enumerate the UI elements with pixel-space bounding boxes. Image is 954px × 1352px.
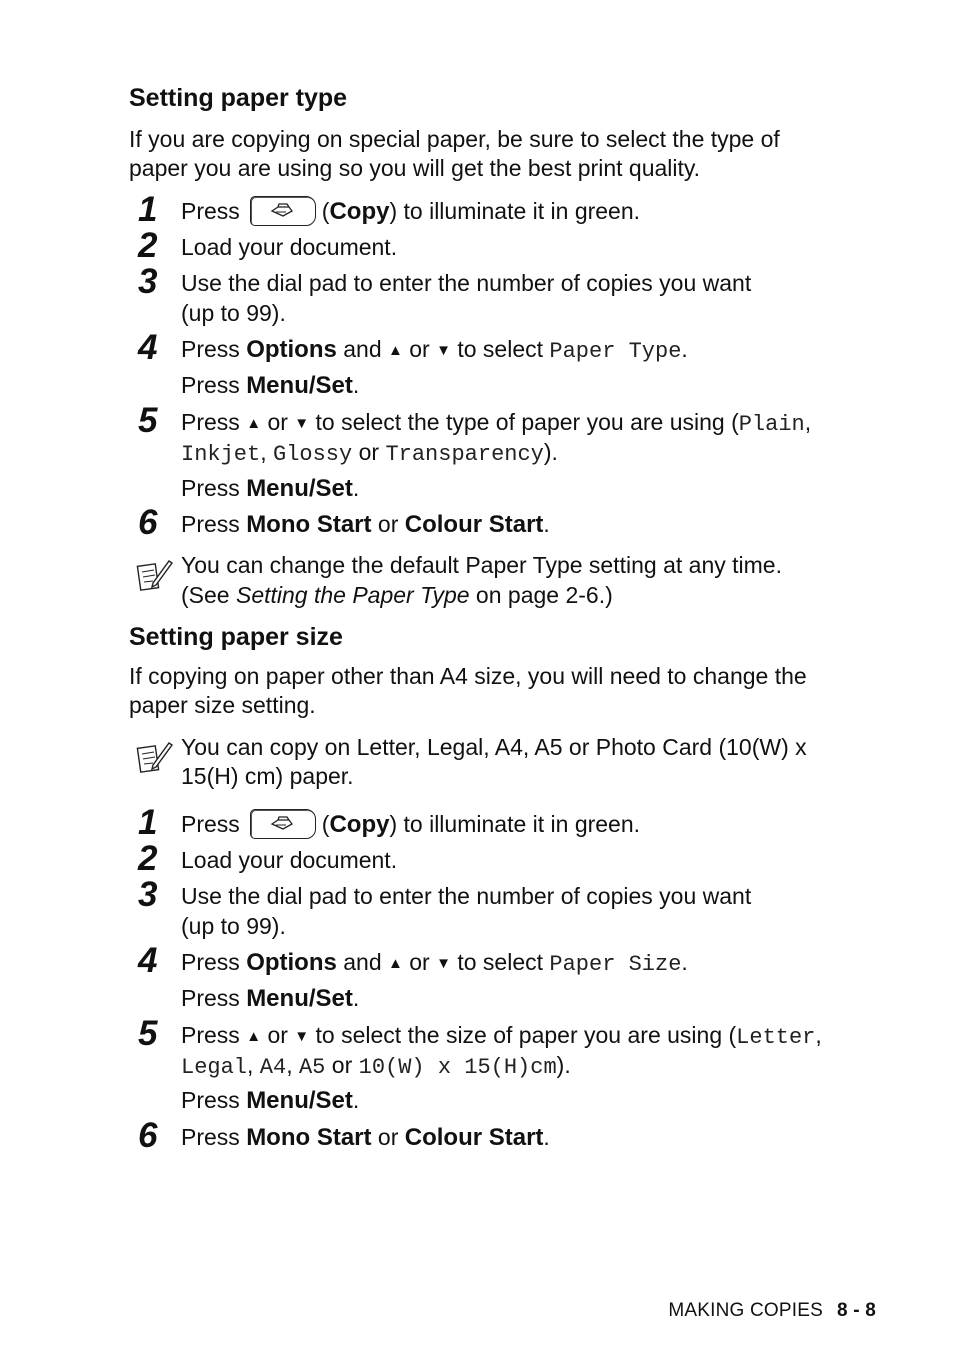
step-text: Press Menu/Set. xyxy=(181,985,360,1012)
step-text: Use the dial pad to enter the number of copies you want xyxy=(181,883,752,909)
step-text: Press (Copy) to illuminate it in green. xyxy=(181,810,640,841)
step-number: 6 xyxy=(138,503,158,542)
intro-line: paper size setting. xyxy=(129,692,316,718)
step-number: 3 xyxy=(138,262,158,301)
step-text: (up to 99). xyxy=(181,300,286,326)
intro-line: If copying on paper other than A4 size, you will need to change the xyxy=(129,663,807,689)
step-number: 1 xyxy=(138,190,158,229)
chapter-title: MAKING COPIES xyxy=(668,1300,823,1321)
step-text: Press Options and ▲ or ▼ to select Paper Type. xyxy=(181,336,688,364)
step-text: (up to 99). xyxy=(181,913,286,939)
step-number: 5 xyxy=(138,401,158,440)
down-arrow-icon: ▼ xyxy=(294,415,310,432)
step-number: 2 xyxy=(138,839,158,878)
intro-paragraph xyxy=(129,125,889,183)
down-arrow-icon: ▼ xyxy=(294,1028,310,1045)
intro-paragraph xyxy=(129,662,889,720)
step-text: Press Options and ▲ or ▼ to select Paper Size. xyxy=(181,949,688,977)
step-number: 4 xyxy=(138,941,158,980)
up-arrow-icon: ▲ xyxy=(388,342,403,359)
step-text: Press (Copy) to illuminate it in green. xyxy=(181,197,640,228)
step-number: 4 xyxy=(138,328,158,367)
step-number: 2 xyxy=(138,226,158,265)
step-text: Press ▲ or ▼ to select the size of paper you are using (Letter, xyxy=(181,1022,822,1050)
note-text: (See Setting the Paper Type on page 2-6.) xyxy=(181,582,613,608)
step-text: Press Menu/Set. xyxy=(181,1087,360,1114)
note-text: You can copy on Letter, Legal, A4, A5 or Photo Card (10(W) x xyxy=(181,734,807,760)
note-pencil-icon xyxy=(135,557,175,601)
step-text: Use the dial pad to enter the number of copies you want xyxy=(181,270,752,296)
step-text: Press Mono Start or Colour Start. xyxy=(181,511,550,538)
page-footer xyxy=(668,1300,876,1322)
up-arrow-icon: ▲ xyxy=(246,415,262,432)
down-arrow-icon: ▼ xyxy=(436,955,451,972)
intro-line: paper you are using so you will get the best print quality. xyxy=(129,155,701,181)
step-text: Press ▲ or ▼ to select the type of paper you are using (Plain, xyxy=(181,409,812,437)
page-number: 8 - 8 xyxy=(836,1300,876,1321)
intro-line: If you are copying on special paper, be sure to select the type of xyxy=(129,126,780,152)
section-heading-paper-size: Setting paper size xyxy=(129,623,343,651)
step-number: 3 xyxy=(138,875,158,914)
step-text: Press Menu/Set. xyxy=(181,372,360,399)
step-text: Press Menu/Set. xyxy=(181,475,360,502)
up-arrow-icon: ▲ xyxy=(246,1028,262,1045)
up-arrow-icon: ▲ xyxy=(388,955,403,972)
copy-key-icon xyxy=(250,809,316,839)
step-number: 1 xyxy=(138,803,158,842)
down-arrow-icon: ▼ xyxy=(436,342,451,359)
copy-key-icon xyxy=(250,196,316,226)
step-number: 5 xyxy=(138,1014,158,1053)
step-text: Press Mono Start or Colour Start. xyxy=(181,1124,550,1151)
section-heading-paper-type: Setting paper type xyxy=(129,84,348,112)
note-pencil-icon xyxy=(135,739,175,783)
step-number: 6 xyxy=(138,1116,158,1155)
note-text: You can change the default Paper Type setting at any time. xyxy=(181,552,782,578)
step-text: Legal, A4, A5 or 10(W) x 15(H)cm). xyxy=(181,1052,571,1080)
step-text: Load your document. xyxy=(181,234,398,260)
step-text: Inkjet, Glossy or Transparency). xyxy=(181,439,558,467)
step-text: Load your document. xyxy=(181,847,398,873)
note-text: 15(H) cm) paper. xyxy=(181,763,354,789)
